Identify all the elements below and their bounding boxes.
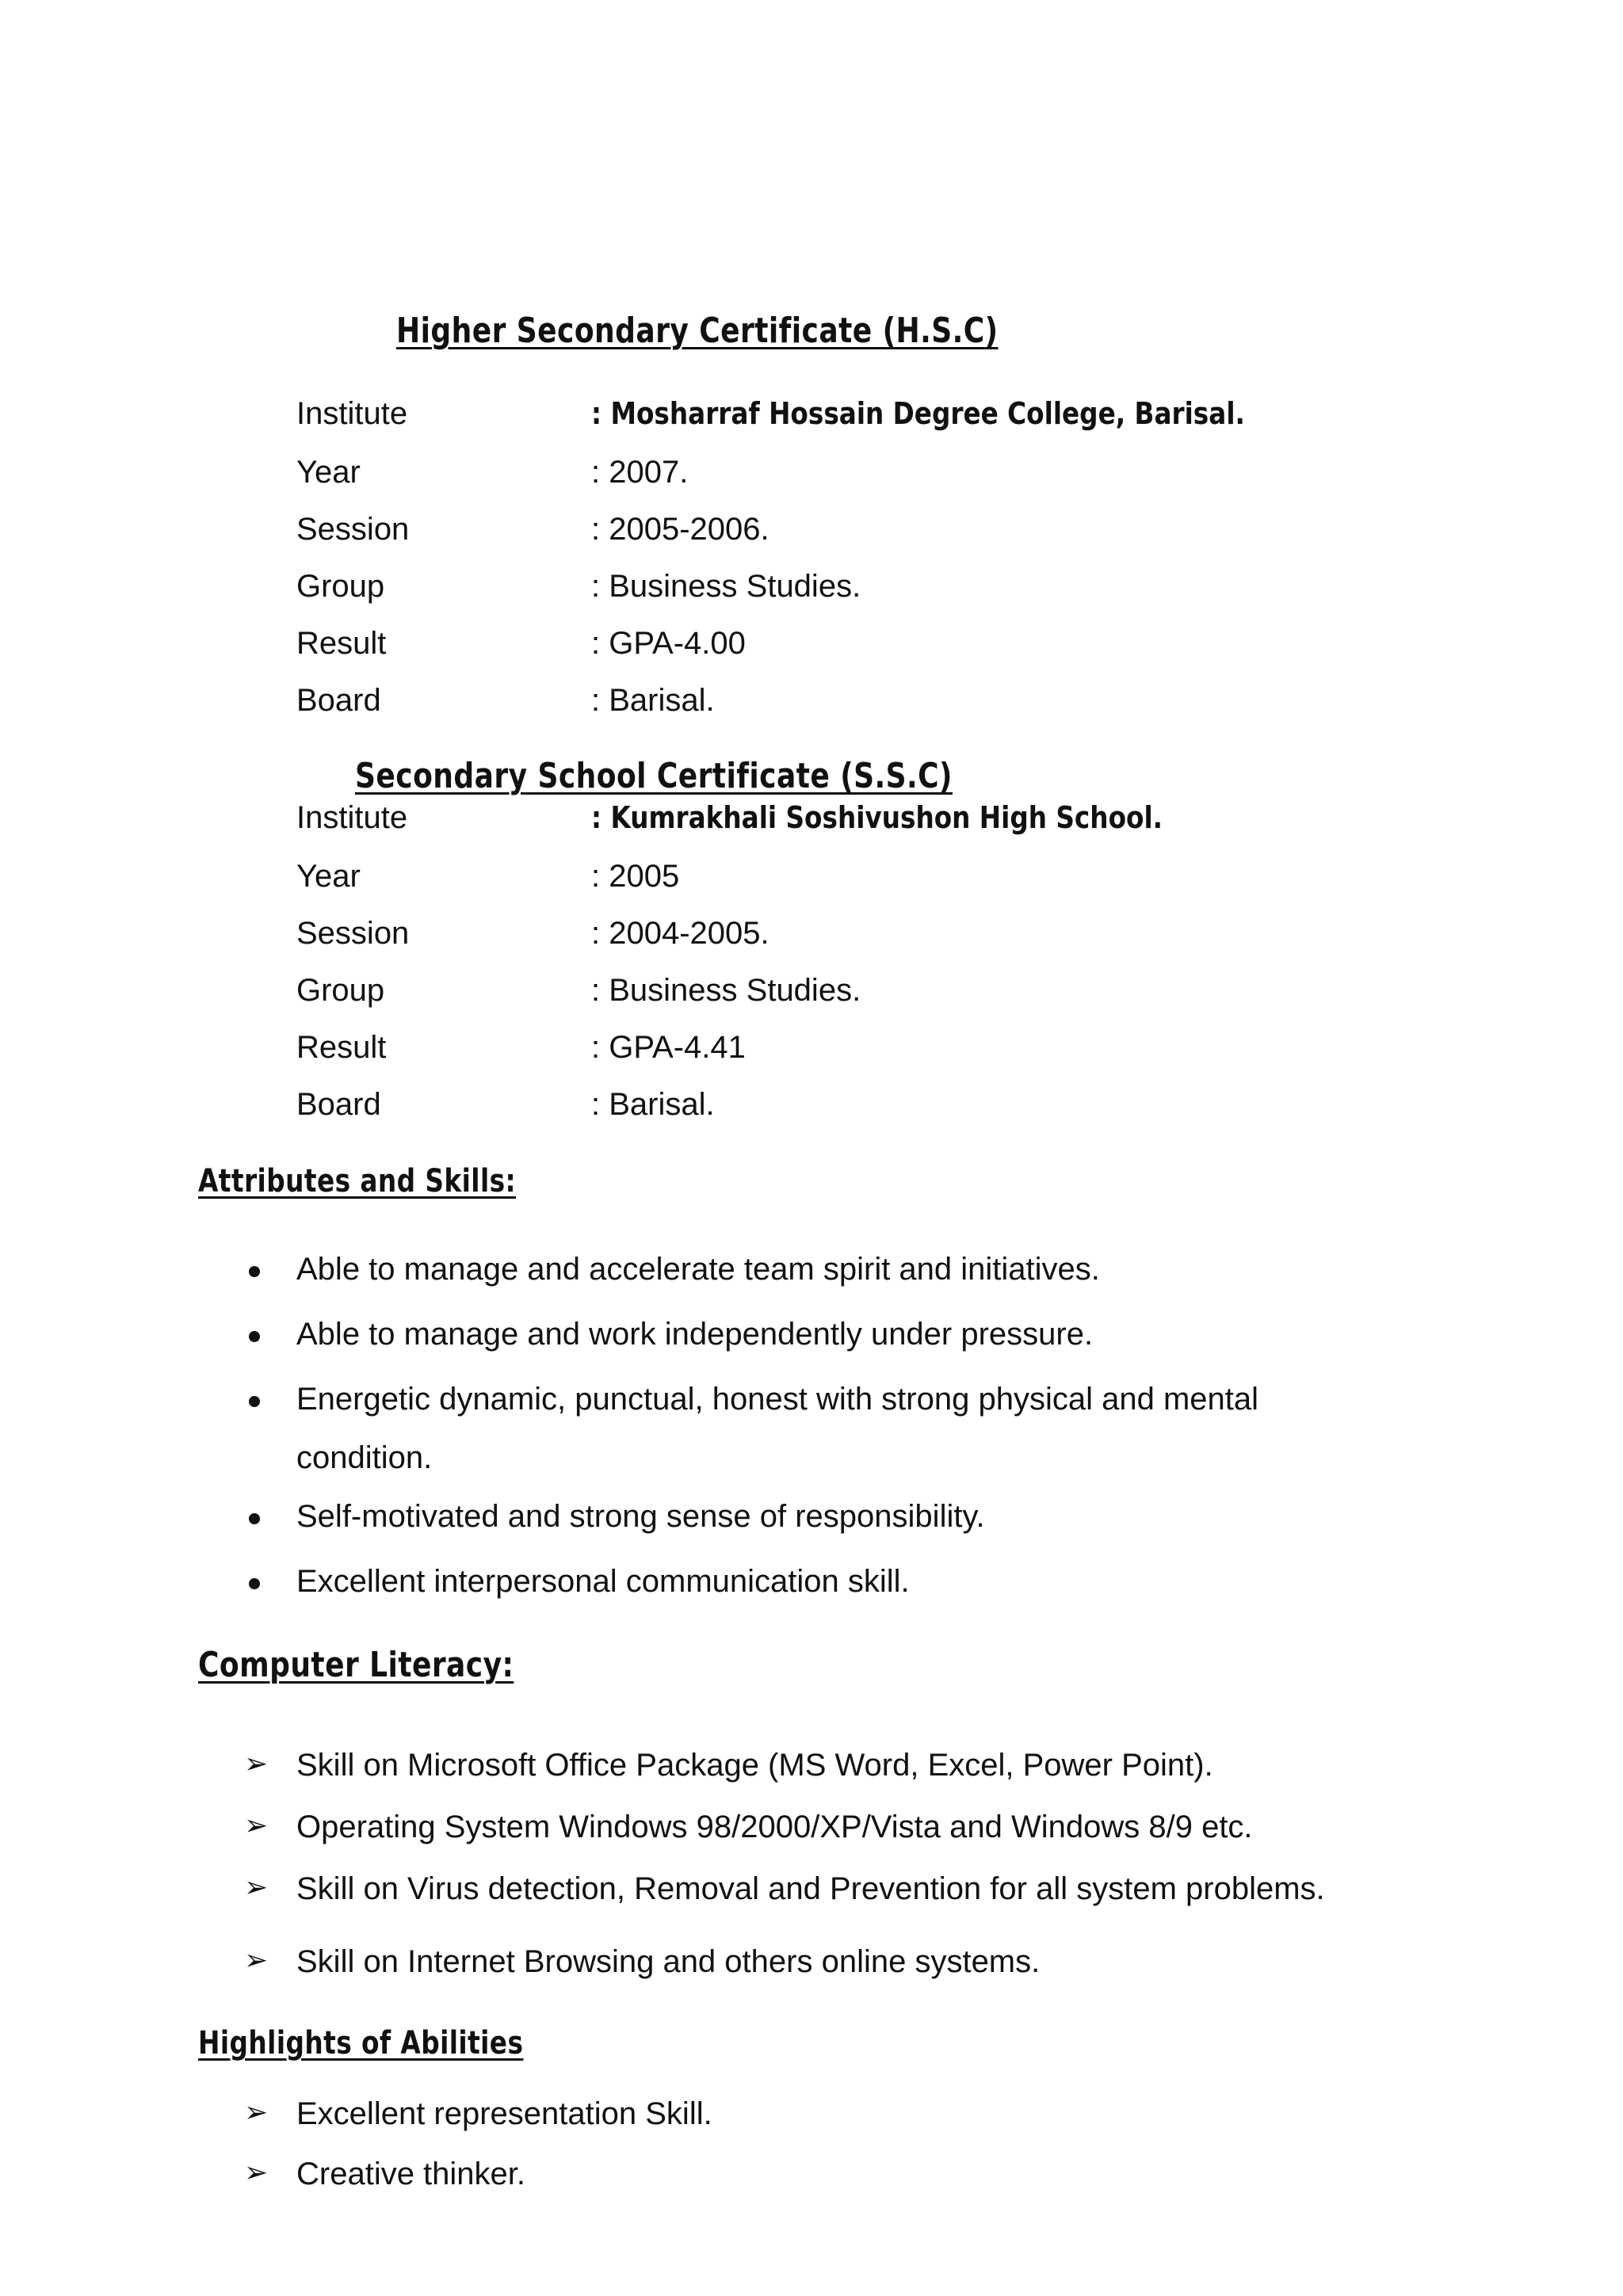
hsc-group-value: : Business Studies. (591, 569, 861, 604)
ssc-year-label: Year (296, 859, 361, 894)
highlight-item: Creative thinker. (296, 2157, 526, 2191)
disc-bullet-icon (249, 1396, 260, 1407)
attribute-item: Able to manage and accelerate team spirit and initiatives. (296, 1252, 1100, 1287)
hsc-heading: Higher Secondary Certificate (H.S.C) (396, 311, 999, 351)
hsc-result-value: : GPA-4.00 (591, 626, 746, 661)
hsc-session-label: Session (296, 512, 410, 547)
hsc-institute-label: Institute (296, 396, 408, 431)
highlight-item: Excellent representation Skill. (296, 2096, 712, 2131)
ssc-institute-label: Institute (296, 800, 408, 835)
ssc-session-label: Session (296, 916, 410, 951)
ssc-result-label: Result (296, 1030, 387, 1065)
ssc-heading: Secondary School Certificate (S.S.C) (355, 756, 953, 796)
ssc-year-value: : 2005 (591, 859, 680, 894)
arrowhead-bullet-icon: ➢ (244, 2157, 269, 2189)
ssc-group-value: : Business Studies. (591, 973, 861, 1008)
hsc-institute-value: : Mosharraf Hossain Degree College, Barisal. (591, 396, 1245, 431)
hsc-year-value: : 2007. (591, 455, 689, 490)
hsc-board-value: : Barisal. (591, 683, 715, 718)
arrowhead-bullet-icon: ➢ (244, 1748, 269, 1780)
attribute-item: Energetic dynamic, punctual, honest with strong physical and mental (296, 1382, 1259, 1417)
ssc-board-label: Board (296, 1087, 381, 1122)
highlights-heading: Highlights of Abilities (198, 2025, 524, 2061)
ssc-institute-value: : Kumrakhali Soshivushon High School. (591, 800, 1163, 835)
hsc-result-label: Result (296, 626, 387, 661)
disc-bullet-icon (249, 1578, 260, 1589)
computer-item: Operating System Windows 98/2000/XP/Vista and Windows 8/9 etc. (296, 1810, 1253, 1844)
computer-heading: Computer Literacy: (198, 1645, 514, 1685)
attributes-heading: Attributes and Skills: (198, 1163, 517, 1199)
arrowhead-bullet-icon: ➢ (244, 1944, 269, 1977)
disc-bullet-icon (249, 1331, 260, 1342)
arrowhead-bullet-icon: ➢ (244, 1871, 269, 1904)
attribute-item: Excellent interpersonal communication skill. (296, 1564, 910, 1599)
hsc-board-label: Board (296, 683, 381, 718)
ssc-board-value: : Barisal. (591, 1087, 715, 1122)
arrowhead-bullet-icon: ➢ (244, 2096, 269, 2129)
disc-bullet-icon (249, 1266, 260, 1277)
attribute-item: Self-motivated and strong sense of responsibility. (296, 1499, 985, 1534)
computer-item: Skill on Microsoft Office Package (MS Word, Excel, Power Point). (296, 1748, 1213, 1783)
hsc-group-label: Group (296, 569, 385, 604)
computer-item: Skill on Virus detection, Removal and Prevention for all system problems. (296, 1871, 1325, 1906)
ssc-session-value: : 2004-2005. (591, 916, 769, 951)
hsc-session-value: : 2005-2006. (591, 512, 769, 547)
hsc-year-label: Year (296, 455, 361, 490)
computer-item: Skill on Internet Browsing and others online systems. (296, 1944, 1041, 1979)
disc-bullet-icon (249, 1513, 260, 1524)
ssc-group-label: Group (296, 973, 385, 1008)
arrowhead-bullet-icon: ➢ (244, 1810, 269, 1842)
ssc-result-value: : GPA-4.41 (591, 1030, 746, 1065)
attribute-item-continuation: condition. (296, 1440, 433, 1475)
attribute-item: Able to manage and work independently under pressure. (296, 1317, 1094, 1352)
